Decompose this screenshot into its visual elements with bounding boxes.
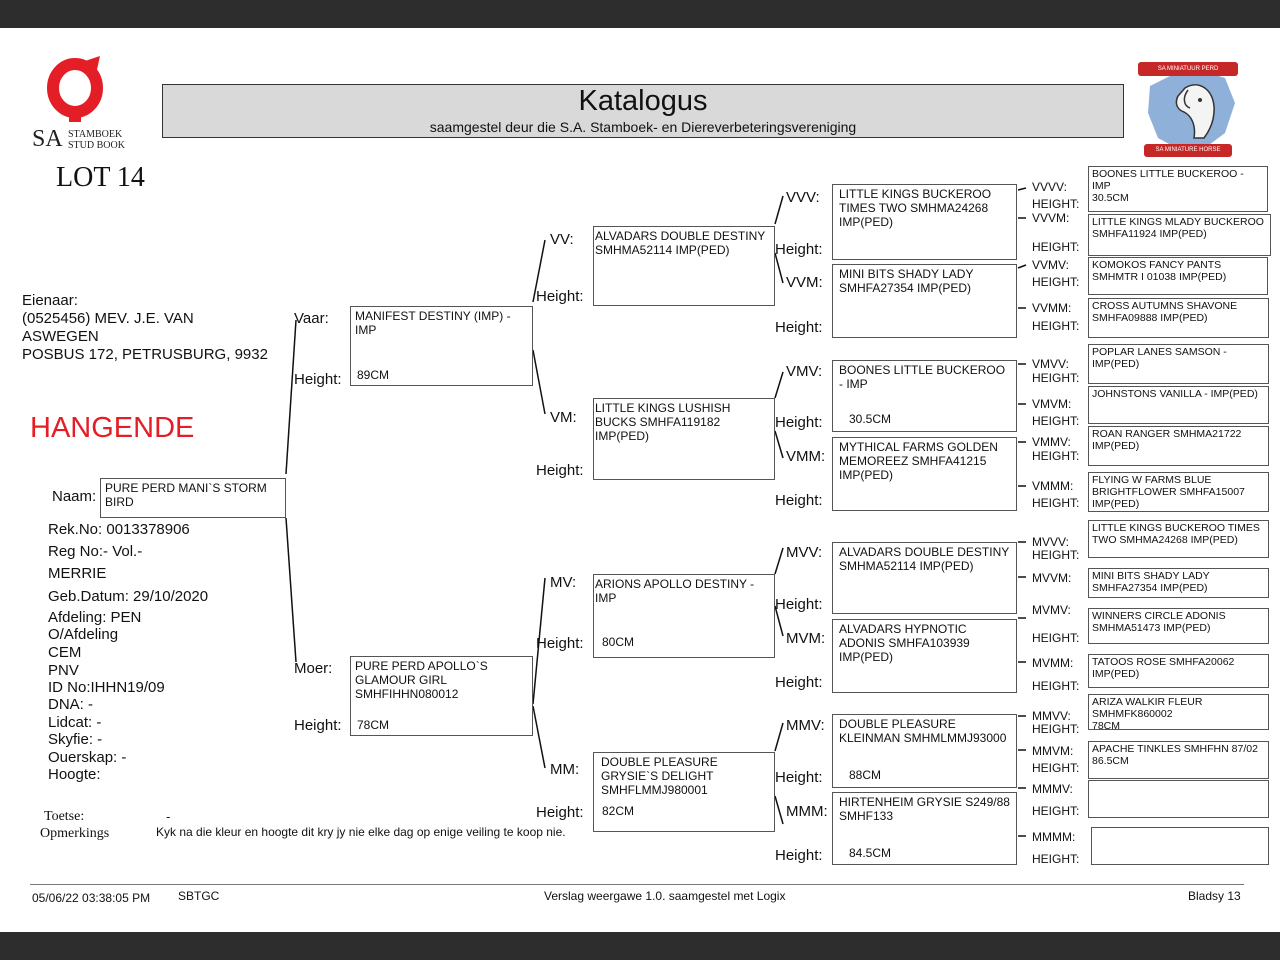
g4-vvvv-name: BOONES LITTLE BUCKEROO - IMP (1092, 168, 1244, 192)
mmm-name: HIRTENHEIM GRYSIE S249/88 SMHF133 (839, 795, 1010, 823)
g4-vvvv-box (1088, 166, 1268, 212)
g4-mvmv-name: WINNERS CIRCLE ADONIS SMHMA51473 IMP(PED) (1092, 610, 1226, 634)
mmm-height: 84.5CM (849, 846, 892, 860)
g4-vmvm-label: VMVM: (1032, 397, 1072, 411)
vv-height-label: Height: (536, 288, 584, 305)
mmv-box (832, 714, 1017, 788)
mmv-height-label: Height: (775, 769, 823, 786)
opmerkings-label: Opmerkings (40, 826, 110, 841)
g4-mvvv-name: LITTLE KINGS BUCKEROO TIMES TWO SMHMA24268 IMP(PED) (1092, 522, 1260, 546)
footer-report: Verslag weergawe 1.0. saamgestel met Logix (544, 889, 786, 903)
g4-mmmm-height-label: HEIGHT: (1032, 852, 1080, 866)
g4-vvvv-label: VVVV: (1032, 180, 1067, 194)
g4-vmmm-label: VMMM: (1032, 479, 1074, 493)
g4-mvmm-name: TATOOS ROSE SMHFA20062 IMP(PED) (1092, 656, 1235, 680)
g4-mvmm-label: MVMM: (1032, 656, 1074, 670)
owner-line2: ASWEGEN (22, 328, 99, 345)
mm-name: DOUBLE PLEASURE GRYSIE`S DELIGHT SMHFLMMJ980001 (601, 755, 718, 797)
g4-mvmm-height-label: HEIGHT: (1032, 679, 1080, 693)
g4-mmmm-label: MMMM: (1032, 830, 1076, 844)
vv-box (593, 226, 775, 306)
mmm-box (832, 792, 1017, 865)
g4-vmmv-label: VMMV: (1032, 435, 1071, 449)
pnv: PNV (48, 662, 79, 679)
geb-datum: Geb.Datum: 29/10/2020 (48, 588, 209, 605)
lot-number: LOT 14 (56, 162, 145, 193)
vvm-name: MINI BITS SHADY LADY SMHFA27354 IMP(PED) (839, 267, 974, 295)
vaar-height: 89CM (357, 368, 390, 382)
moer-box (350, 656, 533, 736)
g4-mvmm-box (1088, 654, 1269, 688)
logo-studbook-text: STUD BOOK (68, 140, 125, 151)
mvm-name: ALVADARS HYPNOTIC ADONIS SMHFA103939 IMP(PED) (839, 622, 970, 664)
vmm-box (832, 437, 1017, 511)
cem: CEM (48, 644, 82, 661)
g4-vmvv-box (1088, 344, 1269, 384)
g4-mmvm-height: 86.5CM (1092, 755, 1129, 767)
g4-mmvv-box (1088, 694, 1269, 730)
g4-mmvm-name: APACHE TINKLES SMHFHN 87/02 (1092, 743, 1258, 755)
afdeling: Afdeling: PEN (48, 609, 142, 626)
g4-mmvv-label: MMVV: (1032, 709, 1071, 723)
g4-mvvm-box (1088, 568, 1269, 598)
g4-vvvv-height-label: HEIGHT: (1032, 197, 1080, 211)
vv-name: ALVADARS DOUBLE DESTINY SMHMA52114 IMP(PED) (595, 229, 766, 257)
g4-vvmm-name: CROSS AUTUMNS SHAVONE SMHFA09888 IMP(PED) (1092, 300, 1238, 324)
ouerskap: Ouerskap: - (48, 749, 127, 766)
g4-mvvv-label: MVVV: (1032, 535, 1069, 549)
opmerkings-value: Kyk na die kleur en hoogte dit kry jy nie elke dag op enige veiling te koop nie. (156, 825, 566, 839)
g4-mmmv-box (1088, 780, 1269, 818)
g4-mvmv-label: MVMV: (1032, 603, 1071, 617)
toetse-label: Toetse: (44, 809, 85, 824)
mm-box (593, 752, 775, 832)
vvv-name: LITTLE KINGS BUCKEROO TIMES TWO SMHMA24268 IMP(PED) (839, 187, 992, 229)
mvv-box (832, 542, 1017, 614)
vaar-box (350, 306, 533, 386)
vm-box (593, 398, 775, 480)
logo-sa-text: SA (32, 126, 63, 152)
g4-mmvv-height-label: HEIGHT: (1032, 722, 1080, 736)
catalogue-page (0, 28, 1280, 932)
vvv-box (832, 184, 1017, 260)
vaar-label: Vaar: (294, 310, 329, 327)
vvm-box (832, 264, 1017, 338)
g4-vmmm-name: FLYING W FARMS BLUE BRIGHTFLOWER SMHFA15007 IMP(PED) (1092, 474, 1245, 510)
g4-mvmv-height-label: HEIGHT: (1032, 631, 1080, 645)
mv-box (593, 574, 775, 658)
vvm-label: VVM: (786, 274, 823, 291)
mmm-height-label: Height: (775, 847, 823, 864)
g4-vvmm-box (1088, 298, 1269, 338)
naam-label: Naam: (52, 488, 97, 505)
moer-height: 78CM (357, 718, 390, 732)
g4-vmmm-height-label: HEIGHT: (1032, 496, 1080, 510)
g4-mmvm-label: MMVM: (1032, 744, 1074, 758)
mvm-label: MVM: (786, 630, 826, 647)
mmv-name: DOUBLE PLEASURE KLEINMAN SMHMLMMJ93000 (839, 717, 1007, 745)
hoogte: Hoogte: (48, 766, 101, 783)
vmv-label: VMV: (786, 363, 823, 380)
g4-mmmv-label: MMMV: (1032, 782, 1073, 796)
toetse-value: - (166, 809, 171, 824)
g4-vvmv-name: KOMOKOS FANCY PANTS SMHMTR I 01038 IMP(PED) (1092, 259, 1227, 283)
lidcat: Lidcat: - (48, 714, 102, 731)
mv-label: MV: (550, 574, 577, 591)
moer-height-label: Height: (294, 717, 342, 734)
status-hangende: HANGENDE (30, 412, 195, 444)
mmm-label: MMM: (786, 803, 828, 820)
logo-top-text: SA MINIATUUR PERD (1157, 66, 1219, 72)
g4-vvmm-height-label: HEIGHT: (1032, 319, 1080, 333)
mvv-label: MVV: (786, 544, 823, 561)
g4-vvmv-height-label: HEIGHT: (1032, 275, 1080, 289)
g4-mmmm-box (1091, 827, 1269, 865)
animal-sex: MERRIE (48, 565, 107, 582)
vvv-label: VVV: (786, 189, 820, 206)
vmm-label: VMM: (786, 448, 826, 465)
mv-name: ARIONS APOLLO DESTINY - IMP (595, 577, 755, 605)
mmv-label: MMV: (786, 717, 825, 734)
vmv-height: 30.5CM (849, 412, 892, 426)
g4-vvvv-height: 30.5CM (1092, 192, 1129, 204)
mm-label: MM: (550, 761, 580, 778)
g4-mvvv-box (1088, 520, 1269, 558)
vmv-name: BOONES LITTLE BUCKEROO - IMP (839, 363, 1006, 391)
mm-height: 82CM (602, 804, 635, 818)
footer-divider (30, 884, 1244, 885)
rek-no: Rek.No: 0013378906 (48, 521, 190, 538)
vaar-height-label: Height: (294, 371, 342, 388)
id-no: ID No:IHHN19/09 (48, 679, 165, 696)
reg-no: Reg No:- Vol.- (48, 543, 143, 560)
g4-vmmm-box (1088, 472, 1269, 512)
dna: DNA: - (48, 696, 93, 713)
g4-mmvv-name: ARIZA WALKIR FLEUR SMHMFK860002 (1092, 696, 1203, 720)
g4-vmvv-name: POPLAR LANES SAMSON - IMP(PED) (1092, 346, 1227, 370)
g4-mvmv-box (1088, 608, 1269, 644)
g4-vvvm-label: VVVM: (1032, 211, 1070, 225)
vvv-height-label: Height: (775, 241, 823, 258)
g4-mvvm-name: MINI BITS SHADY LADY SMHFA27354 IMP(PED) (1092, 570, 1210, 594)
moer-name: PURE PERD APOLLO`S GLAMOUR GIRL SMHFIHHN080012 (355, 659, 488, 701)
g4-mmmv-height-label: HEIGHT: (1032, 804, 1080, 818)
vm-label: VM: (550, 409, 577, 426)
g4-vmvv-label: VMVV: (1032, 357, 1069, 371)
g4-mvvm-label: MVVM: (1032, 571, 1072, 585)
vv-label: VV: (550, 231, 574, 248)
g4-vvmm-label: VVMM: (1032, 301, 1072, 315)
g4-vmmv-box (1088, 426, 1269, 466)
mvv-height-label: Height: (775, 596, 823, 613)
mv-height: 80CM (602, 635, 635, 649)
g4-vmvm-box (1088, 386, 1269, 424)
mm-height-label: Height: (536, 804, 584, 821)
g4-mmvv-height: 78CM (1092, 720, 1121, 732)
vmm-name: MYTHICAL FARMS GOLDEN MEMOREEZ SMHFA41215 IMP(PED) (839, 440, 998, 482)
moer-label: Moer: (294, 660, 333, 677)
o-afdeling: O/Afdeling (48, 626, 119, 643)
mv-height-label: Height: (536, 635, 584, 652)
footer-timestamp: 05/06/22 03:38:05 PM (32, 891, 151, 905)
owner-label: Eienaar: (22, 292, 78, 309)
animal-name: PURE PERD MANI`S STORM BIRD (105, 481, 267, 509)
g4-vmmv-height-label: HEIGHT: (1032, 449, 1080, 463)
g4-vmvm-height-label: HEIGHT: (1032, 414, 1080, 428)
g4-vmmv-name: ROAN RANGER SMHMA21722 IMP(PED) (1092, 428, 1242, 452)
vm-name: LITTLE KINGS LUSHISH BUCKS SMHFA119182 IMP(PED) (595, 401, 731, 443)
g4-vvvm-height-label: HEIGHT: (1032, 240, 1080, 254)
mvm-box (832, 619, 1017, 693)
g4-mmvm-box (1088, 741, 1269, 779)
g4-vmvv-height-label: HEIGHT: (1032, 371, 1080, 385)
g4-vvvm-name: LITTLE KINGS MLADY BUCKEROO SMHFA11924 IMP(PED) (1092, 216, 1264, 240)
footer-page-number: Bladsy 13 (1188, 889, 1241, 903)
owner-address: POSBUS 172, PETRUSBURG, 9932 (22, 346, 268, 363)
vvm-height-label: Height: (775, 319, 823, 336)
page-title: Katalogus (578, 85, 708, 117)
vaar-name: MANIFEST DESTINY (IMP) - IMP (355, 309, 511, 337)
g4-mvvv-height-label: HEIGHT: (1032, 548, 1080, 562)
g4-vmvm-name: JOHNSTONS VANILLA - IMP(PED) (1092, 388, 1258, 400)
page-subtitle: saamgestel deur die S.A. Stamboek- en Diereverbeteringsvereniging (429, 119, 857, 135)
g4-vvmv-label: VVMV: (1032, 258, 1069, 272)
g4-vvmv-box (1088, 257, 1268, 295)
logo-bottom-text: SA MINIATURE HORSE (1155, 147, 1221, 153)
logo-stamboek-text: STAMBOEK (68, 129, 123, 140)
skyfie: Skyfie: - (48, 731, 103, 748)
mvm-height-label: Height: (775, 674, 823, 691)
footer-code: SBTGC (178, 889, 220, 903)
vmv-height-label: Height: (775, 414, 823, 431)
vm-height-label: Height: (536, 462, 584, 479)
owner-line1: (0525456) MEV. J.E. VAN (22, 310, 194, 327)
vmv-box (832, 360, 1017, 432)
g4-vvvm-box (1088, 214, 1271, 256)
mmv-height: 88CM (849, 768, 882, 782)
mvv-name: ALVADARS DOUBLE DESTINY SMHMA52114 IMP(PED) (839, 545, 1010, 573)
g4-mmvm-height-label: HEIGHT: (1032, 761, 1080, 775)
vmm-height-label: Height: (775, 492, 823, 509)
